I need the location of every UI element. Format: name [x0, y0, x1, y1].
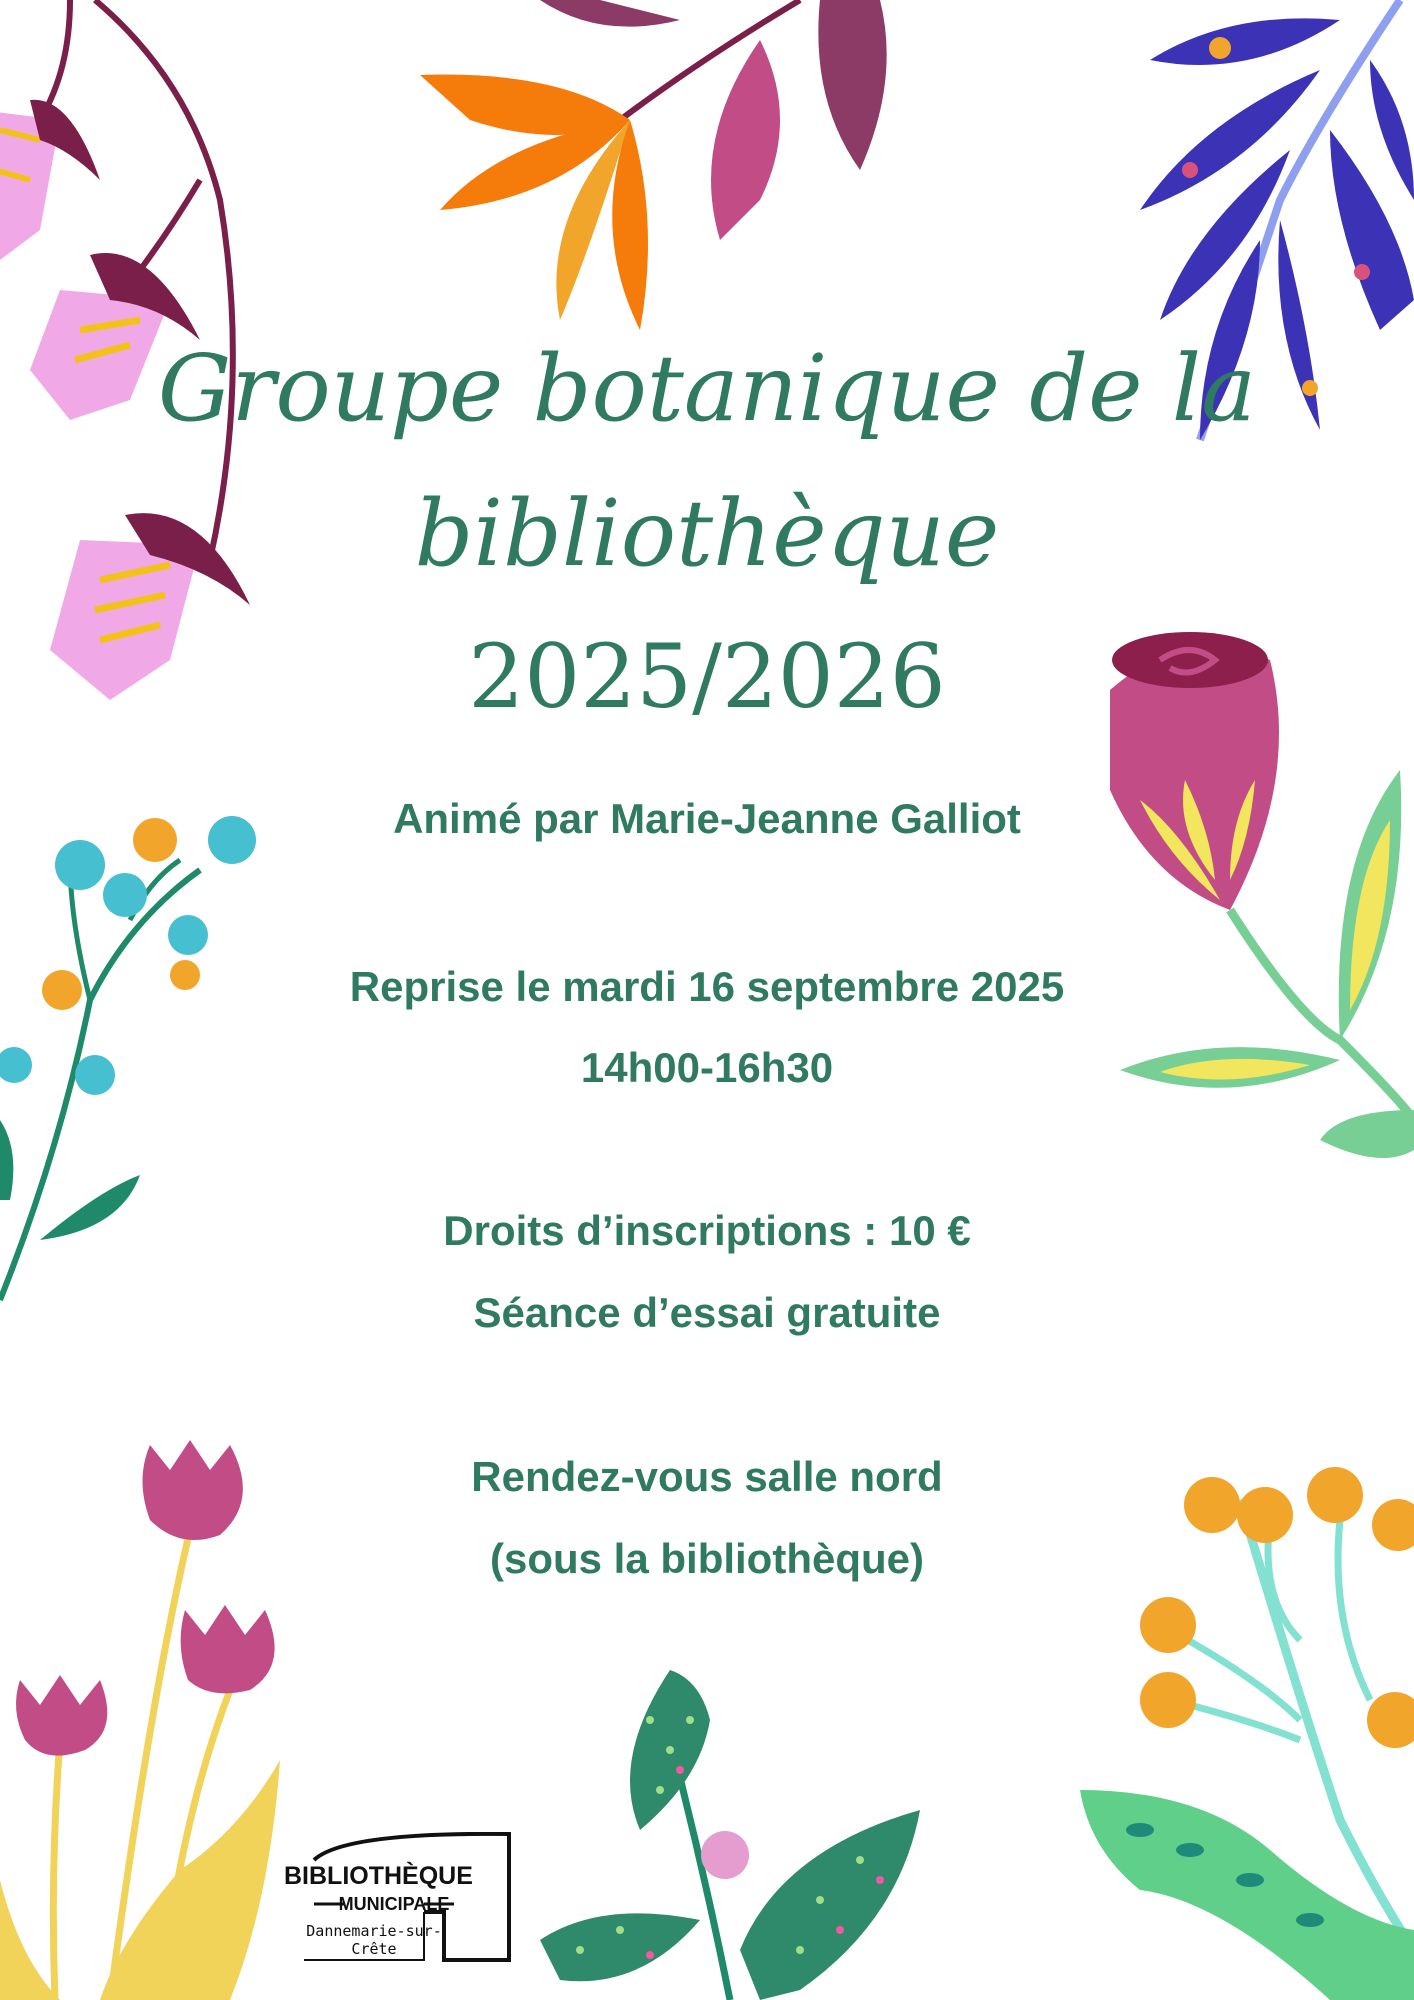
logo-line-3: Dannemarie-sur-Crête [306, 1922, 442, 1958]
resume-date-text: Reprise le mardi 16 septembre 2025 [349, 963, 1065, 1010]
meeting-place-text: Rendez-vous salle nord [471, 1453, 943, 1500]
logo-line-1: BIBLIOTHÈQUE [284, 1862, 473, 1890]
title-line-1: Groupe botanique de la [157, 335, 1257, 442]
logo-line-2: MUNICIPALE [338, 1894, 450, 1914]
animator-text: Animé par Marie-Jeanne Galliot [393, 795, 1021, 842]
title-year: 2025/2026 [468, 625, 946, 728]
tulips-illustration [0, 1440, 280, 2000]
dotted-leaves-illustration [540, 1670, 920, 2000]
free-trial-text: Séance d’essai gratuite [473, 1289, 941, 1336]
library-logo [284, 1832, 514, 1968]
title-line-2: bibliothèque [414, 480, 1000, 587]
meeting-place-detail-text: (sous la bibliothèque) [489, 1535, 924, 1582]
orange-flower-illustration [420, 0, 887, 330]
registration-fee-text: Droits d’inscriptions : 10 € [443, 1207, 971, 1254]
session-time-text: 14h00-16h30 [580, 1044, 834, 1091]
